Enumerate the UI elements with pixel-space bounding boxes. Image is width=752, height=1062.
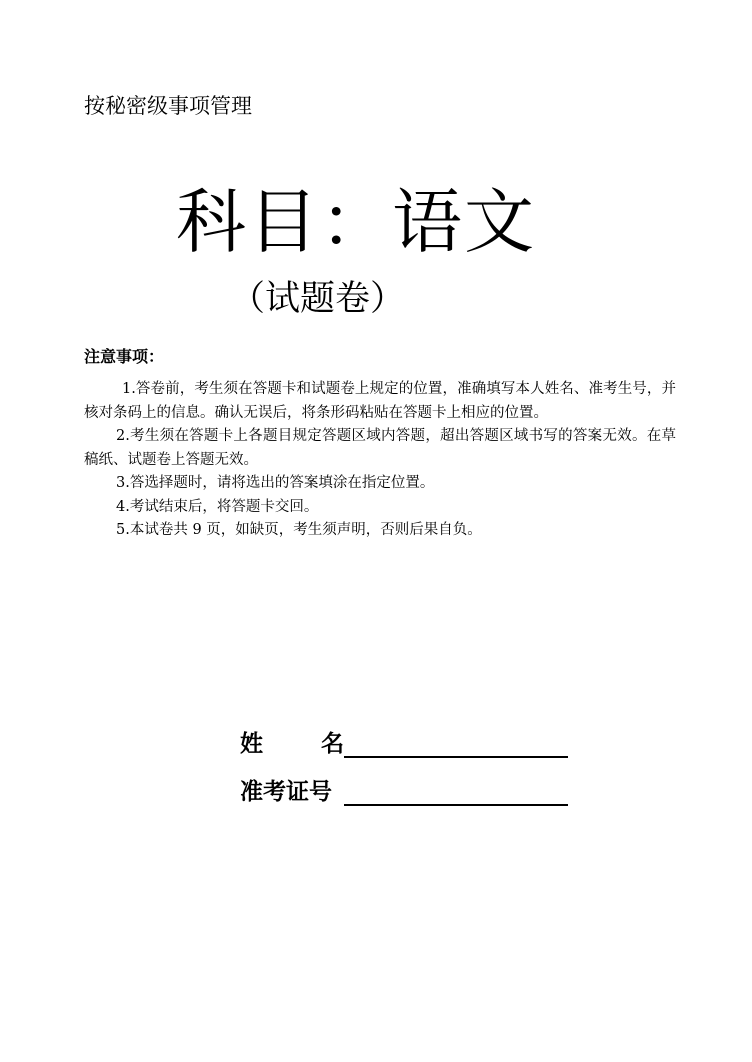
paper-type-label: （试题卷） <box>230 279 406 319</box>
security-level-note: 按秘密级事项管理 <box>84 94 252 118</box>
exam-id-label: 准考证号 <box>240 779 332 805</box>
notice-list <box>84 378 676 543</box>
notice-item: 1.答卷前，考生须在答题卡和试题卷上规定的位置，准确填写本人姓名、准考生号，并核对条码上的信息。确认无误后，将条形码粘贴在答题卡上相应的位置。 <box>84 381 676 421</box>
notice-item: 3.答选择题时，请将选出的答案填涂在指定位置。 <box>116 475 435 491</box>
name-label <box>240 726 344 762</box>
notice-heading: 注意事项： <box>84 347 165 366</box>
notice-item: 2.考生须在答题卡上各题目规定答题区域内答题，超出答题区域书写的答案无效。在草稿纸、试题卷上答题无效。 <box>84 428 676 468</box>
name-label-char: 姓 <box>240 731 263 757</box>
exam-id-fill-line[interactable] <box>344 804 568 806</box>
notice-item: 4.考试结束后，将答题卡交回。 <box>116 498 319 515</box>
subject-title: 科目：语文 <box>176 181 536 263</box>
name-label-char: 名 <box>321 731 344 757</box>
notice-item: 5.本试卷共 9 页，如缺页，考生须声明，否则后果自负。 <box>116 522 482 538</box>
candidate-info-block <box>240 726 580 822</box>
exam-id-row <box>240 774 580 822</box>
name-fill-line[interactable] <box>344 756 568 758</box>
name-row <box>240 726 580 774</box>
